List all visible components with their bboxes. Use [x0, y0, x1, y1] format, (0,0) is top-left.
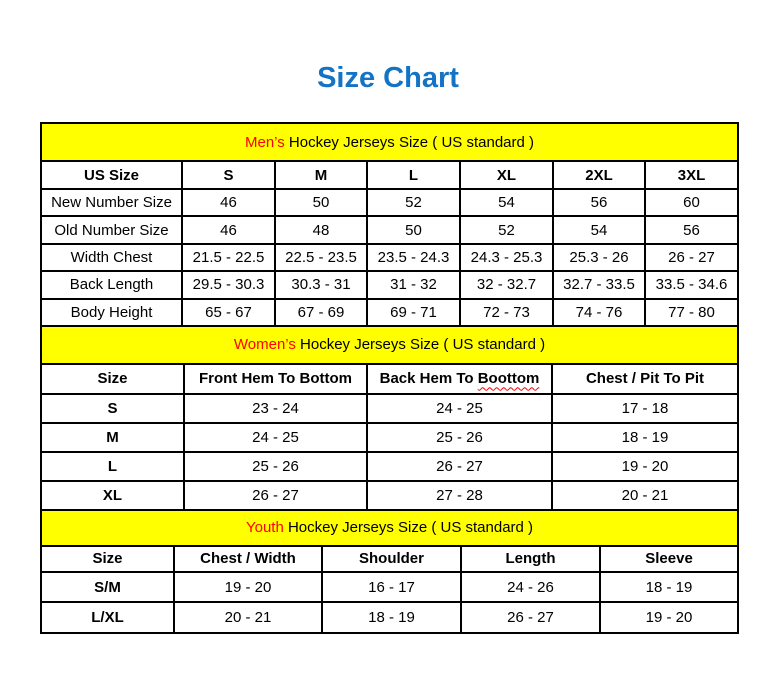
table-row — [41, 572, 738, 603]
size-value: 54 — [553, 216, 645, 243]
size-value: 26 - 27 — [645, 244, 738, 271]
column-header: 2XL — [553, 161, 645, 189]
womens-band-rest: Hockey Jerseys Size ( US standard ) — [295, 336, 546, 354]
column-header: Back Hem To Boottom — [367, 364, 552, 394]
column-header: Chest / Pit To Pit — [552, 364, 738, 394]
size-value: 23.5 - 24.3 — [367, 244, 460, 271]
column-header: L — [367, 161, 460, 189]
row-label: Width Chest — [41, 244, 182, 271]
size-value: 26 - 27 — [461, 602, 600, 633]
misspelled-word: Boottom — [477, 370, 540, 388]
size-value: 16 - 17 — [322, 572, 461, 603]
size-value: 24 - 25 — [367, 394, 552, 423]
size-value: 25.3 - 26 — [553, 244, 645, 271]
size-value: 17 - 18 — [552, 394, 738, 423]
size-value: 48 — [275, 216, 367, 243]
size-value: 56 — [645, 216, 738, 243]
table-row — [41, 189, 738, 216]
column-header: 3XL — [645, 161, 738, 189]
womens-section-band — [41, 326, 738, 364]
row-label: XL — [41, 481, 184, 510]
youth-band-highlight: Youth — [245, 519, 284, 537]
size-value: 30.3 - 31 — [275, 271, 367, 298]
size-value: 69 - 71 — [367, 299, 460, 326]
size-value: 19 - 20 — [174, 572, 322, 603]
size-value: 29.5 - 30.3 — [182, 271, 275, 298]
table-row — [41, 299, 738, 326]
table-row — [41, 602, 738, 633]
size-value: 27 - 28 — [367, 481, 552, 510]
size-value: 67 - 69 — [275, 299, 367, 326]
size-value: 24 - 26 — [461, 572, 600, 603]
row-label: L — [41, 452, 184, 481]
youth-band-rest: Hockey Jerseys Size ( US standard ) — [283, 519, 534, 537]
row-label: M — [41, 423, 184, 452]
page-title: Size Chart — [317, 62, 459, 94]
mens-section-band-row — [41, 123, 738, 161]
size-value: 19 - 20 — [552, 452, 738, 481]
size-value: 50 — [275, 189, 367, 216]
youth-size-table — [40, 509, 739, 634]
row-label: S/M — [41, 572, 174, 603]
column-header: Length — [461, 546, 600, 572]
row-label: S — [41, 394, 184, 423]
womens-size-table — [40, 325, 739, 511]
table-row — [41, 244, 738, 271]
youth-section-band — [41, 510, 738, 546]
size-value: 26 - 27 — [184, 481, 367, 510]
column-header: S — [182, 161, 275, 189]
size-value: 24.3 - 25.3 — [460, 244, 553, 271]
mens-section-band — [41, 123, 738, 161]
mens-band-highlight: Men’s — [245, 133, 285, 151]
size-value: 31 - 32 — [367, 271, 460, 298]
size-value: 56 — [553, 189, 645, 216]
size-value: 19 - 20 — [600, 602, 738, 633]
youth-section-band-row — [41, 510, 738, 546]
size-value: 52 — [367, 189, 460, 216]
size-value: 20 - 21 — [552, 481, 738, 510]
size-value: 33.5 - 34.6 — [645, 271, 738, 298]
table-row — [41, 452, 738, 481]
column-header: Chest / Width — [174, 546, 322, 572]
womens-section-band-row — [41, 326, 738, 364]
table-row — [41, 216, 738, 243]
table-row — [41, 481, 738, 510]
size-value: 18 - 19 — [322, 602, 461, 633]
mens-band-rest: Hockey Jerseys Size ( US standard ) — [284, 133, 535, 151]
size-value: 46 — [182, 189, 275, 216]
size-value: 26 - 27 — [367, 452, 552, 481]
size-value: 18 - 19 — [552, 423, 738, 452]
size-value: 50 — [367, 216, 460, 243]
youth-header-row — [41, 546, 738, 572]
size-value: 20 - 21 — [174, 602, 322, 633]
row-label: L/XL — [41, 602, 174, 633]
size-value: 72 - 73 — [460, 299, 553, 326]
size-value: 25 - 26 — [184, 452, 367, 481]
size-value: 18 - 19 — [600, 572, 738, 603]
column-header: Size — [41, 546, 174, 572]
column-header: M — [275, 161, 367, 189]
mens-size-table — [40, 122, 739, 327]
size-value: 24 - 25 — [184, 423, 367, 452]
size-value: 74 - 76 — [553, 299, 645, 326]
table-row — [41, 394, 738, 423]
row-label: Back Length — [41, 271, 182, 298]
size-value: 32.7 - 33.5 — [553, 271, 645, 298]
size-value: 60 — [645, 189, 738, 216]
row-label: Body Height — [41, 299, 182, 326]
size-value: 22.5 - 23.5 — [275, 244, 367, 271]
table-row — [41, 423, 738, 452]
size-value: 25 - 26 — [367, 423, 552, 452]
size-value: 52 — [460, 216, 553, 243]
row-label: Old Number Size — [41, 216, 182, 243]
column-header: Sleeve — [600, 546, 738, 572]
size-value: 23 - 24 — [184, 394, 367, 423]
column-header: Size — [41, 364, 184, 394]
column-header: Front Hem To Bottom — [184, 364, 367, 394]
womens-header-row — [41, 364, 738, 394]
mens-header-row — [41, 161, 738, 189]
table-row — [41, 271, 738, 298]
size-value: 65 - 67 — [182, 299, 275, 326]
size-value: 54 — [460, 189, 553, 216]
size-value: 77 - 80 — [645, 299, 738, 326]
size-value: 32 - 32.7 — [460, 271, 553, 298]
size-value: 46 — [182, 216, 275, 243]
column-header: US Size — [41, 161, 182, 189]
womens-band-highlight: Women’s — [233, 336, 296, 354]
size-tables — [40, 122, 737, 634]
size-value: 21.5 - 22.5 — [182, 244, 275, 271]
column-header: Shoulder — [322, 546, 461, 572]
column-header: XL — [460, 161, 553, 189]
row-label: New Number Size — [41, 189, 182, 216]
